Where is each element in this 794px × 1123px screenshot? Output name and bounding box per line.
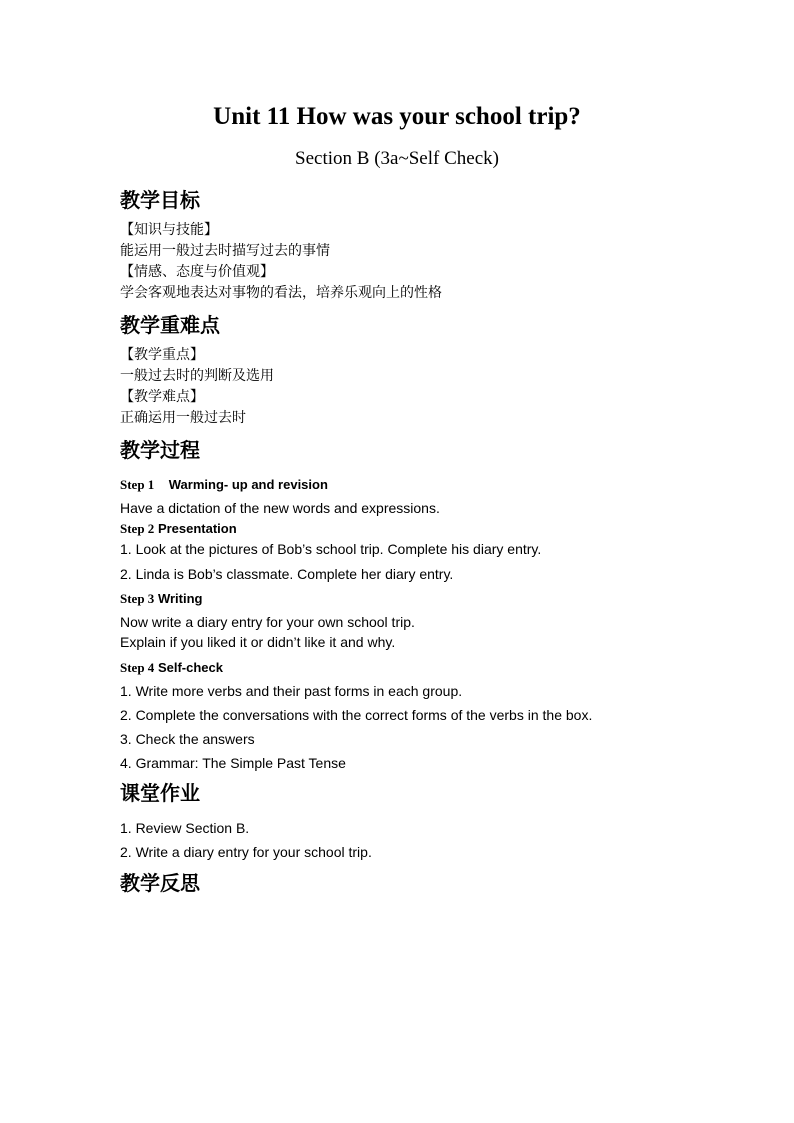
page-title: Unit 11 How was your school trip? <box>213 103 581 130</box>
step-4-line: 3. Check the answers <box>120 731 255 747</box>
reflection-heading: 教学反思 <box>120 871 200 895</box>
step-2-line: 2. Linda is Bob’s classmate. Complete her diary entry. <box>120 566 454 582</box>
focus-text: 一般过去时的判断及选用 <box>120 368 274 384</box>
difficulty-text: 正确运用一般过去时 <box>120 410 246 426</box>
step-1-title: Warming- up and revision <box>168 477 328 492</box>
step-3-title: Writing <box>157 591 203 606</box>
step-2-heading <box>120 520 237 538</box>
process-heading: 教学过程 <box>120 438 200 462</box>
step-2-title: Presentation <box>157 521 237 536</box>
step-1-heading <box>120 476 328 494</box>
knowledge-text: 能运用一般过去时描写过去的事情 <box>120 243 330 259</box>
focus-label: 【教学重点】 <box>120 347 204 363</box>
objectives-heading: 教学目标 <box>120 188 200 212</box>
page-subtitle: Section B (3a~Self Check) <box>295 148 499 169</box>
step-3-line: Now write a diary entry for your own school trip. <box>120 614 415 630</box>
step-2-number: Step 2 <box>120 521 155 536</box>
emotion-text: 学会客观地表达对事物的看法，培养乐观向上的性格 <box>120 285 442 301</box>
step-4-title: Self-check <box>157 660 223 675</box>
step-3-number: Step 3 <box>120 591 155 606</box>
emotion-label: 【情感、态度与价值观】 <box>120 264 274 280</box>
step-4-line: 4. Grammar: The Simple Past Tense <box>120 755 346 771</box>
step-1-line: Have a dictation of the new words and expressions. <box>120 500 440 516</box>
key-points-heading: 教学重难点 <box>120 313 220 337</box>
step-1-number: Step 1 <box>120 477 155 492</box>
difficulty-label: 【教学难点】 <box>120 389 204 405</box>
knowledge-label: 【知识与技能】 <box>120 222 218 238</box>
step-3-heading <box>120 590 202 608</box>
homework-line: 1. Review Section B. <box>120 820 250 836</box>
step-4-number: Step 4 <box>120 660 155 675</box>
step-2-line: 1. Look at the pictures of Bob’s school trip. Complete his diary entry. <box>120 541 542 557</box>
step-4-heading <box>120 659 223 677</box>
homework-line: 2. Write a diary entry for your school trip. <box>120 844 372 860</box>
step-4-line: 1. Write more verbs and their past forms in each group. <box>120 683 463 699</box>
step-3-line: Explain if you liked it or didn’t like it and why. <box>120 634 396 650</box>
step-4-line: 2. Complete the conversations with the correct forms of the verbs in the box. <box>120 707 593 723</box>
homework-heading: 课堂作业 <box>120 781 200 805</box>
